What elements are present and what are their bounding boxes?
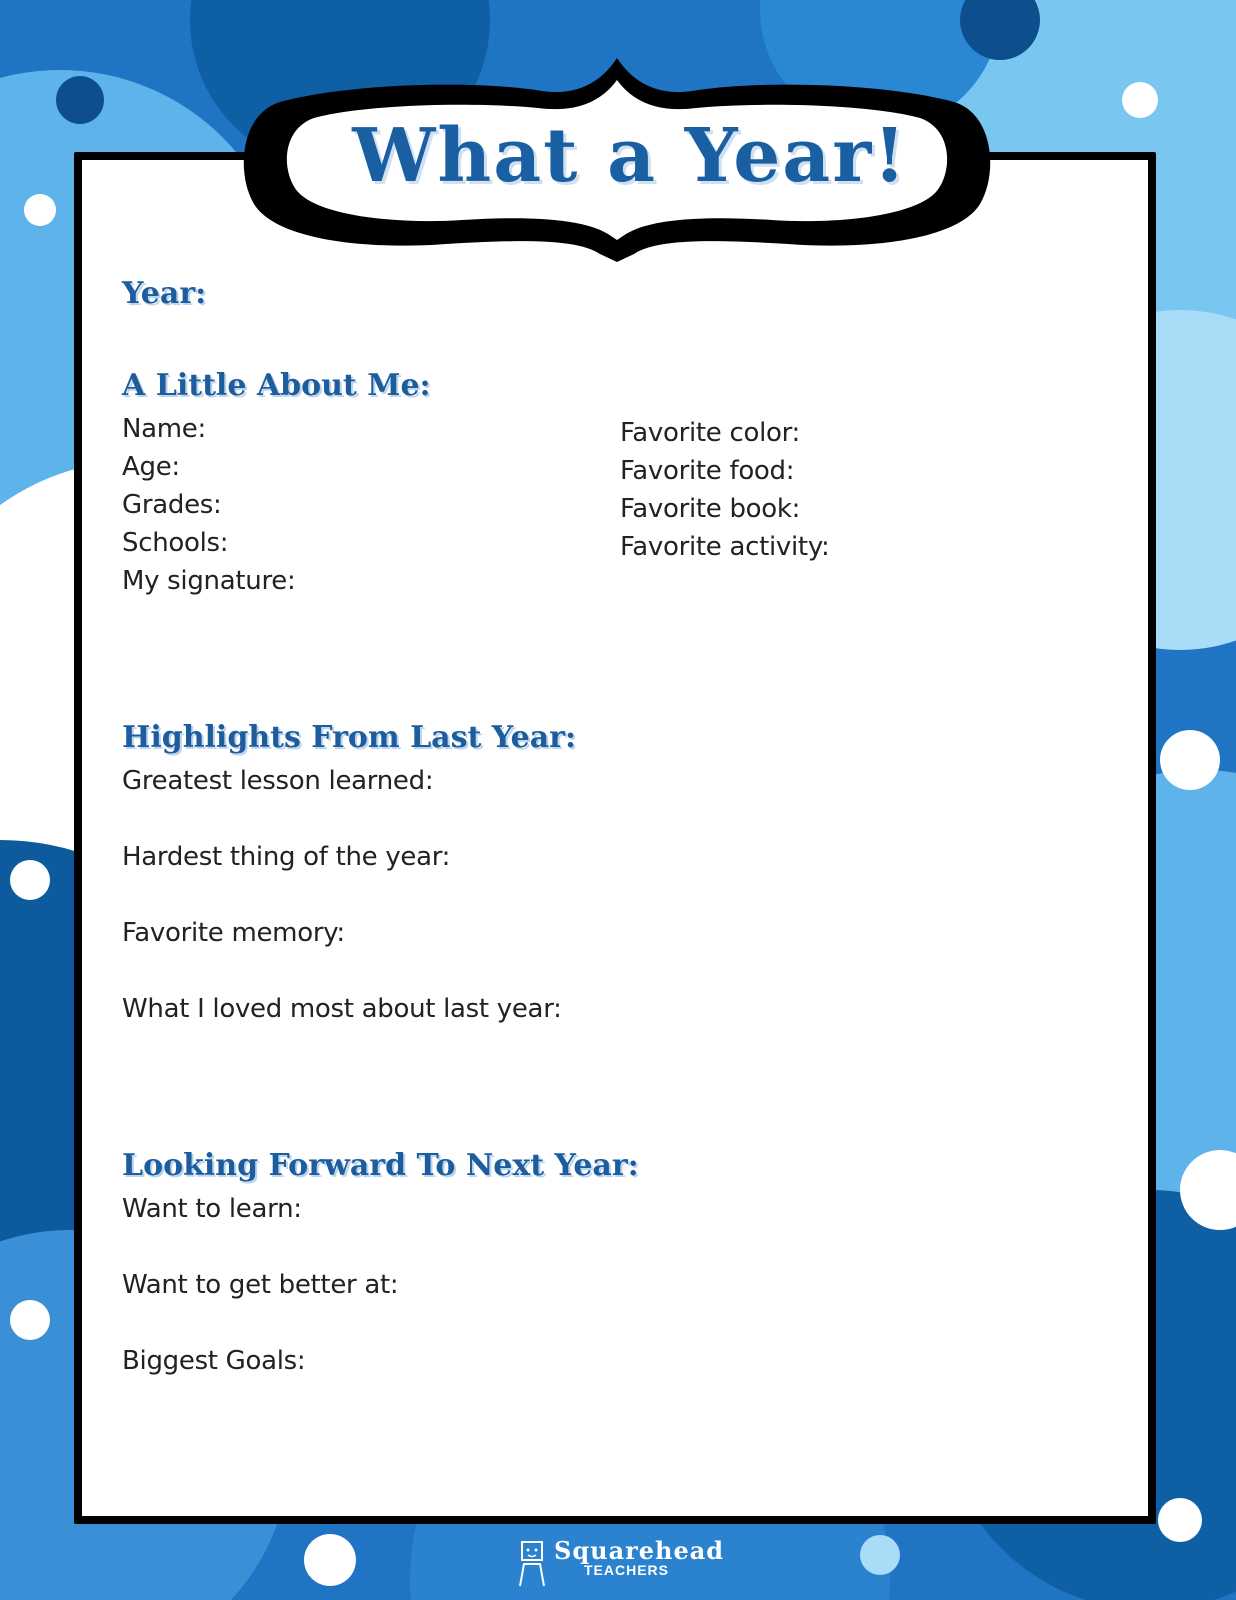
grades-label: Grades: [122,490,222,520]
highlights-heading: Highlights From Last Year: [122,720,577,755]
biggest-goals-label: Biggest Goals: [122,1346,306,1376]
favorite-memory-label: Favorite memory: [122,918,345,948]
hardest-thing-label: Hardest thing of the year: [122,842,451,872]
favorite-activity-label: Favorite activity: [620,532,830,562]
about-me-heading: A Little About Me: [122,368,431,403]
squarehead-teachers-logo [512,1536,725,1588]
page-title: What a Year! [352,113,908,199]
schools-label: Schools: [122,528,229,558]
year-heading: Year: [122,276,207,311]
loved-most-label: What I loved most about last year: [122,994,562,1024]
squarehead-figure-icon [512,1540,552,1588]
favorite-book-label: Favorite book: [620,494,801,524]
signature-label: My signature: [122,566,296,596]
logo-brand-text: Squarehead [554,1536,725,1565]
worksheet-sheet [74,152,1156,1524]
logo-sub-text: TEACHERS [584,1562,670,1578]
age-label: Age: [122,452,180,482]
looking-forward-heading: Looking Forward To Next Year: [122,1148,639,1183]
lesson-learned-label: Greatest lesson learned: [122,766,434,796]
favorite-food-label: Favorite food: [620,456,795,486]
want-to-learn-label: Want to learn: [122,1194,302,1224]
get-better-at-label: Want to get better at: [122,1270,399,1300]
favorite-color-label: Favorite color: [620,418,800,448]
name-label: Name: [122,414,206,444]
